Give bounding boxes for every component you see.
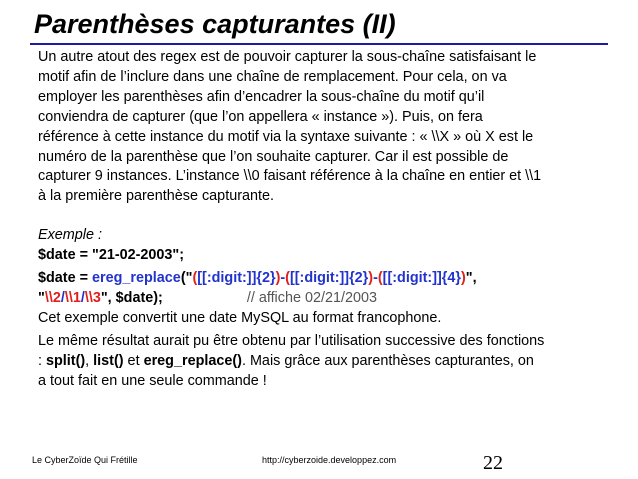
code-group-paren: ( — [377, 270, 383, 287]
intro-line: référence à cette instance du motif via la syntaxe suivante : « \\X » où X est le — [38, 128, 534, 145]
explain-text: . Mais grâce aux parenthèses capturantes, on — [241, 352, 534, 369]
explain-line: a tout fait en une seule commande ! — [38, 372, 267, 389]
code-pattern: [[:digit:]]{2} — [289, 270, 369, 287]
intro-line: employer les parenthèses afin d’encadrer la sous-chaîne du motif qu’il — [38, 88, 485, 105]
code-separator: / — [60, 289, 65, 306]
page-number: 22 — [483, 452, 503, 474]
code-backref: \\1 — [64, 289, 81, 306]
code-text: ", $date); — [100, 289, 163, 306]
function-name: split() — [46, 352, 86, 369]
code-group-paren: ) — [368, 270, 374, 287]
slide-title: Parenthèses capturantes (II) — [34, 9, 396, 39]
code-function: ereg_replace — [92, 270, 181, 287]
code-text: $date = — [38, 270, 92, 287]
intro-line: motif afin de l’inclure dans une chaîne de remplacement. Pour cela, on va — [38, 68, 507, 85]
intro-line: numéro de la parenthèse que l’on souhaite capturer. Car il est possible de — [38, 148, 509, 165]
code-separator: - — [280, 270, 286, 287]
footer-author: Le CyberZoïde Qui Frétille — [32, 455, 138, 465]
code-separator: - — [373, 270, 378, 287]
intro-line: conviendra de capturer (que l’on appellera « instance »). Puis, on fera — [38, 108, 483, 125]
function-name: list() — [93, 352, 124, 369]
code-group-paren: ( — [285, 270, 290, 287]
slide-body — [38, 48, 610, 392]
code-backref: \\2 — [44, 289, 61, 306]
code-pattern: [[:digit:]]{2} — [197, 270, 276, 287]
explain-line: Cet exemple convertit une date MySQL au format francophone. — [38, 309, 442, 326]
code-line-2 — [38, 269, 610, 289]
intro-line: à la première parenthèse capturante. — [38, 188, 274, 205]
function-name: ereg_replace() — [143, 352, 242, 369]
title-underline — [30, 43, 608, 45]
code-comment: // affiche 02/21/2003 — [246, 289, 377, 306]
explain-line: Le même résultat aurait pu être obtenu par l’utilisation successive des fonctions — [38, 332, 545, 349]
code-text: (" — [180, 270, 193, 287]
explain-text: : — [38, 352, 46, 369]
intro-line: capturer 9 instances. L’instance \\0 faisant référence à la chaîne en entier et \\1 — [38, 168, 542, 185]
code-text: ", — [465, 270, 477, 287]
explain-line — [38, 352, 610, 372]
code-line-1: $date = "21-02-2003"; — [38, 247, 185, 264]
code-group-paren: ) — [461, 270, 466, 287]
code-group-paren: ) — [275, 270, 281, 287]
example-label: Exemple : — [38, 227, 102, 244]
code-separator: / — [80, 289, 85, 306]
intro-line: Un autre atout des regex est de pouvoir capturer la sous-chaîne satisfaisant le — [38, 49, 537, 65]
explain-text: , — [85, 352, 94, 369]
explain-text: et — [123, 352, 144, 369]
code-pattern: [[:digit:]]{4} — [382, 270, 461, 287]
code-group-paren: ( — [192, 270, 198, 287]
paragraph-spacer — [38, 207, 610, 226]
code-backref: \\3 — [84, 289, 101, 306]
code-line-3 — [38, 289, 610, 309]
footer-url: http://cyberzoide.developpez.com — [262, 455, 397, 465]
code-text: " — [38, 289, 45, 306]
